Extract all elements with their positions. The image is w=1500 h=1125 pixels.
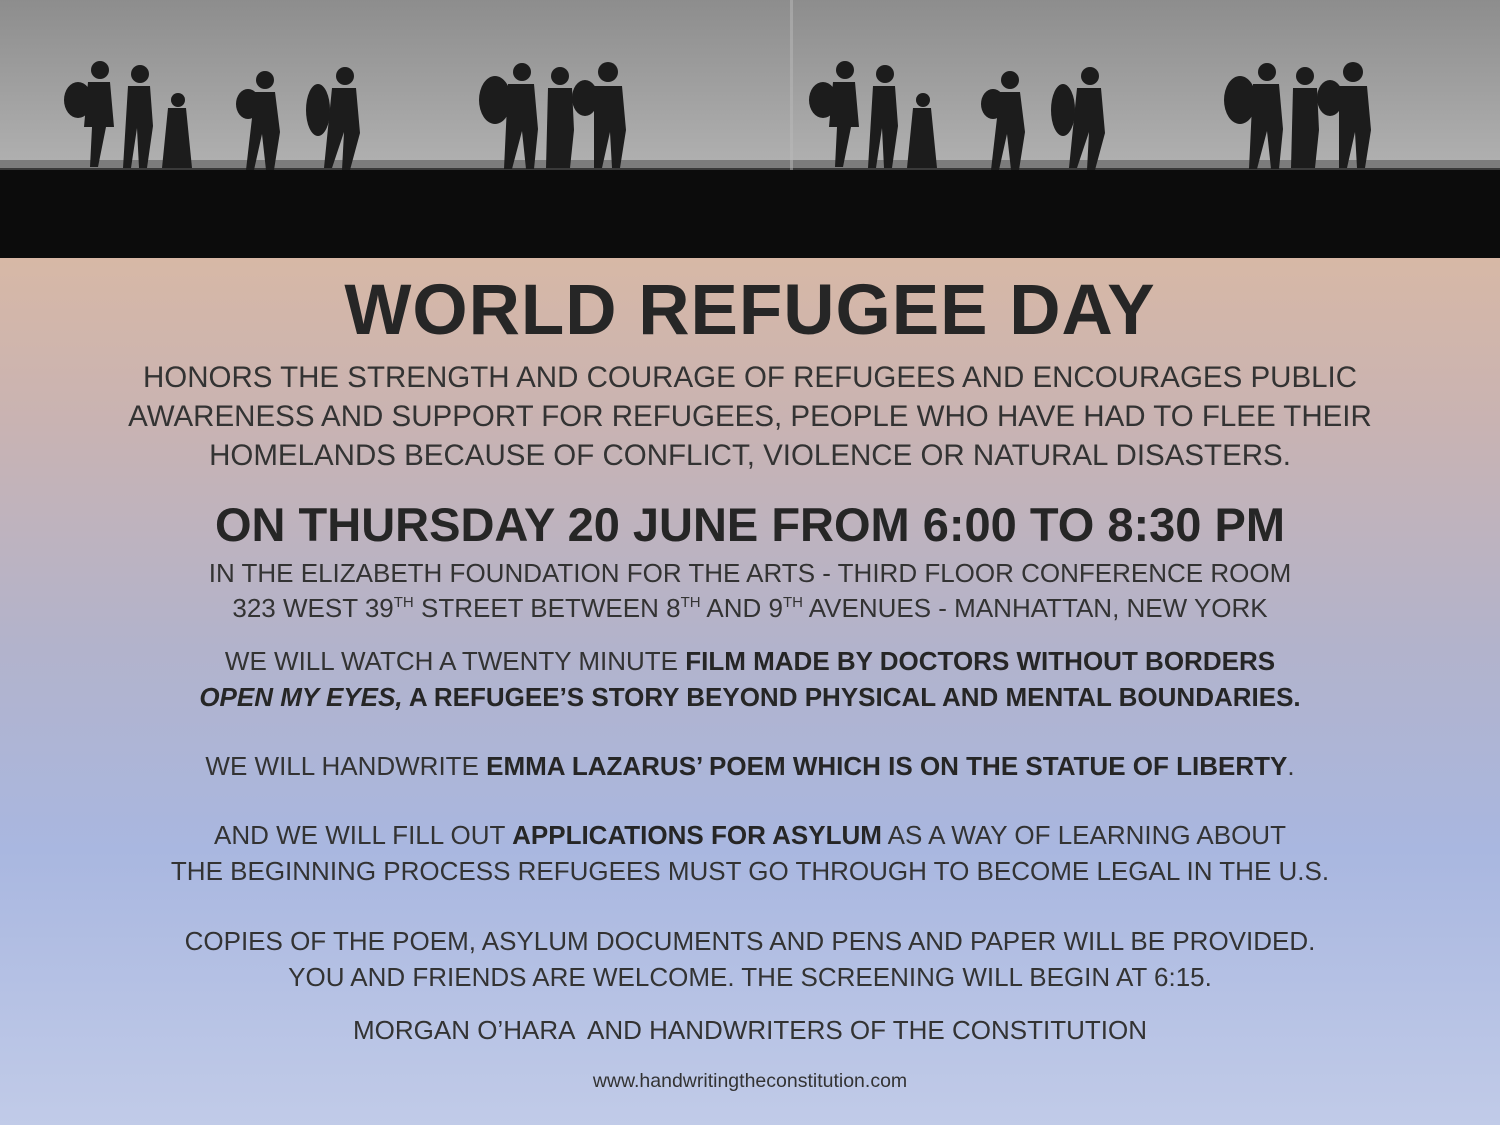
banner-photo: [0, 0, 1500, 258]
location-line-address: 323 WEST 39TH STREET BETWEEN 8TH AND 9TH AVENUES - MANHATTAN, NEW YORK: [232, 593, 1268, 623]
provided-line: YOU AND FRIENDS ARE WELCOME. THE SCREENING WILL BEGIN AT 6:15.: [288, 961, 1212, 992]
asylum-line-2: THE BEGINNING PROCESS REFUGEES MUST GO THROUGH TO BECOME LEGAL IN THE U.S.: [170, 855, 1330, 886]
intro-line: AWARENESS AND SUPPORT FOR REFUGEES, PEOPLE WHO HAVE HAD TO FLEE THEIR: [128, 400, 1372, 433]
film-line-2: OPEN MY EYES, A REFUGEE’S STORY BEYOND PHYSICAL AND MENTAL BOUNDARIES.: [199, 681, 1301, 712]
provided-paragraph: [0, 924, 1500, 995]
asylum-line-1: AND WE WILL FILL OUT APPLICATIONS FOR ASYLUM AS A WAY OF LEARNING ABOUT: [214, 820, 1286, 850]
location-line-venue: IN THE ELIZABETH FOUNDATION FOR THE ARTS - THIRD FLOOR CONFERENCE ROOM: [208, 558, 1292, 588]
film-line-1: WE WILL WATCH A TWENTY MINUTE FILM MADE BY DOCTORS WITHOUT BORDERS: [224, 646, 1276, 676]
organizer-signature: MORGAN O’HARA AND HANDWRITERS OF THE CONSTITUTION: [352, 1015, 1147, 1045]
film-paragraph: [0, 644, 1500, 715]
intro-line: HOMELANDS BECAUSE OF CONFLICT, VIOLENCE OR NATURAL DISASTERS.: [209, 439, 1291, 472]
asylum-paragraph: [0, 818, 1500, 889]
provided-line: COPIES OF THE POEM, ASYLUM DOCUMENTS AND PENS AND PAPER WILL BE PROVIDED.: [184, 926, 1316, 956]
event-date-time: ON THURSDAY 20 JUNE FROM 6:00 TO 8:30 PM: [215, 498, 1285, 551]
refugees-silhouette-photo: [0, 0, 1500, 258]
poem-paragraph: WE WILL HANDWRITE EMMA LAZARUS’ POEM WHICH IS ON THE STATUE OF LIBERTY.: [205, 751, 1295, 781]
intro-line: HONORS THE STRENGTH AND COURAGE OF REFUGEES AND ENCOURAGES PUBLIC: [142, 361, 1358, 394]
website-link[interactable]: www.handwritingtheconstitution.com: [592, 1070, 908, 1092]
intro-text: [0, 358, 1500, 475]
event-location: [0, 556, 1500, 626]
page-title: WORLD REFUGEE DAY: [344, 271, 1156, 350]
